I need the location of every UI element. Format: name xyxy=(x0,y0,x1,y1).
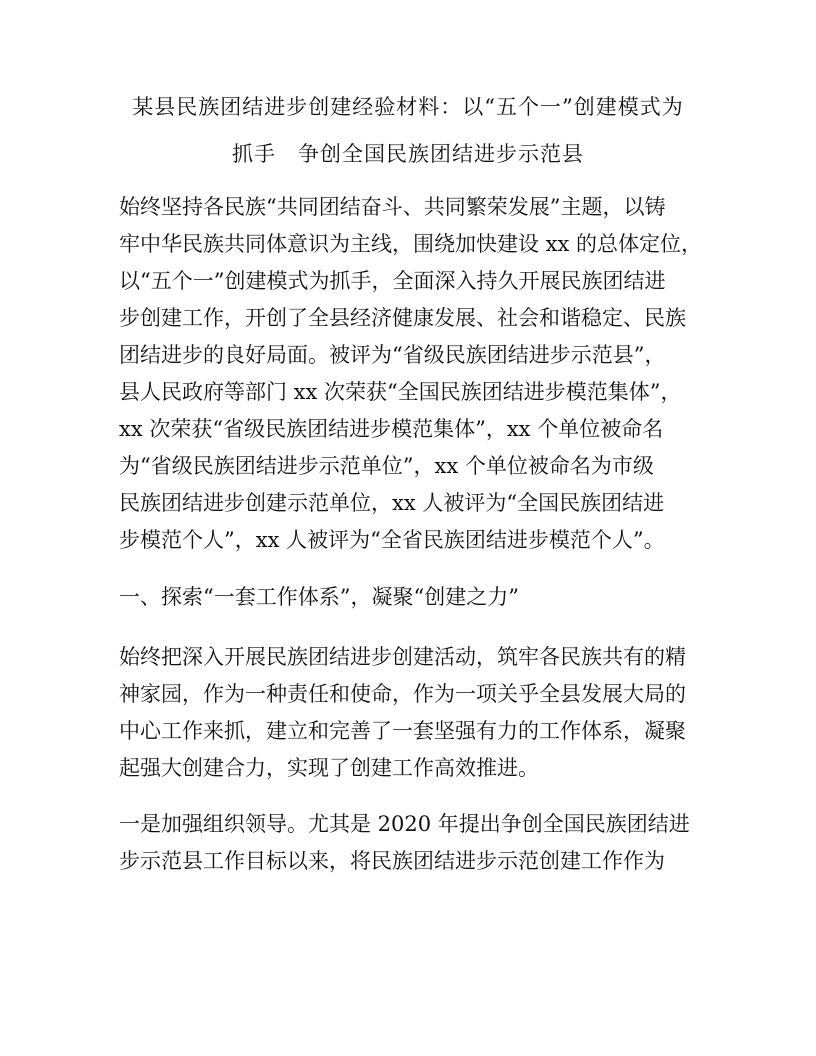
intro-line-1: 始终坚持各民族“共同团结奋斗、共同繁荣发展”主题，以铸 xyxy=(119,195,666,219)
intro-line-6: 县人民政府等部门 xx 次荣获“全国民族团结进步模范集体”， xyxy=(119,380,682,404)
document-title-line-2: 抓手 争创全国民族团结进步示范县 xyxy=(232,142,584,166)
intro-line-9: 民族团结进步创建示范单位，xx 人被评为“全国民族团结进 xyxy=(119,491,665,515)
intro-line-2: 牢中华民族共同体意识为主线，围绕加快建设 xx 的总体定位， xyxy=(119,232,703,256)
section-heading: 一、探索“一套工作体系”，凝聚“创建之力” xyxy=(119,585,519,609)
section-line-1: 始终把深入开展民族团结进步创建活动，筑牢各民族共有的精 xyxy=(119,645,686,669)
point-line-2: 步示范县工作目标以来，将民族团结进步示范创建工作作为 xyxy=(119,849,665,873)
section-line-2: 神家园，作为一种责任和使命，作为一项关乎全县发展大局的 xyxy=(119,682,686,706)
point-line-1: 一是加强组织领导。尤其是 2020 年提出争创全国民族团结进 xyxy=(119,812,690,836)
intro-line-8: 为“省级民族团结进步示范单位”，xx 个单位被命名为市级 xyxy=(119,454,654,478)
intro-line-7: xx 次荣获“省级民族团结进步模范集体”，xx 个单位被命名 xyxy=(119,417,664,441)
document-title-line-1: 某县民族团结进步创建经验材料：以“五个一”创建模式为 xyxy=(132,95,684,119)
intro-line-5: 团结进步的良好局面。被评为“省级民族团结进步示范县”， xyxy=(119,343,666,367)
section-line-4: 起强大创建合力，实现了创建工作高效推进。 xyxy=(119,756,539,780)
section-line-3: 中心工作来抓，建立和完善了一套坚强有力的工作体系，凝聚 xyxy=(119,719,686,743)
intro-line-4: 步创建工作，开创了全县经济健康发展、社会和谐稳定、民族 xyxy=(119,306,686,330)
intro-line-10: 步模范个人”，xx 人被评为“全省民族团结进步模范个人”。 xyxy=(119,528,665,552)
intro-line-3: 以“五个一”创建模式为抓手，全面深入持久开展民族团结进 xyxy=(119,269,666,293)
